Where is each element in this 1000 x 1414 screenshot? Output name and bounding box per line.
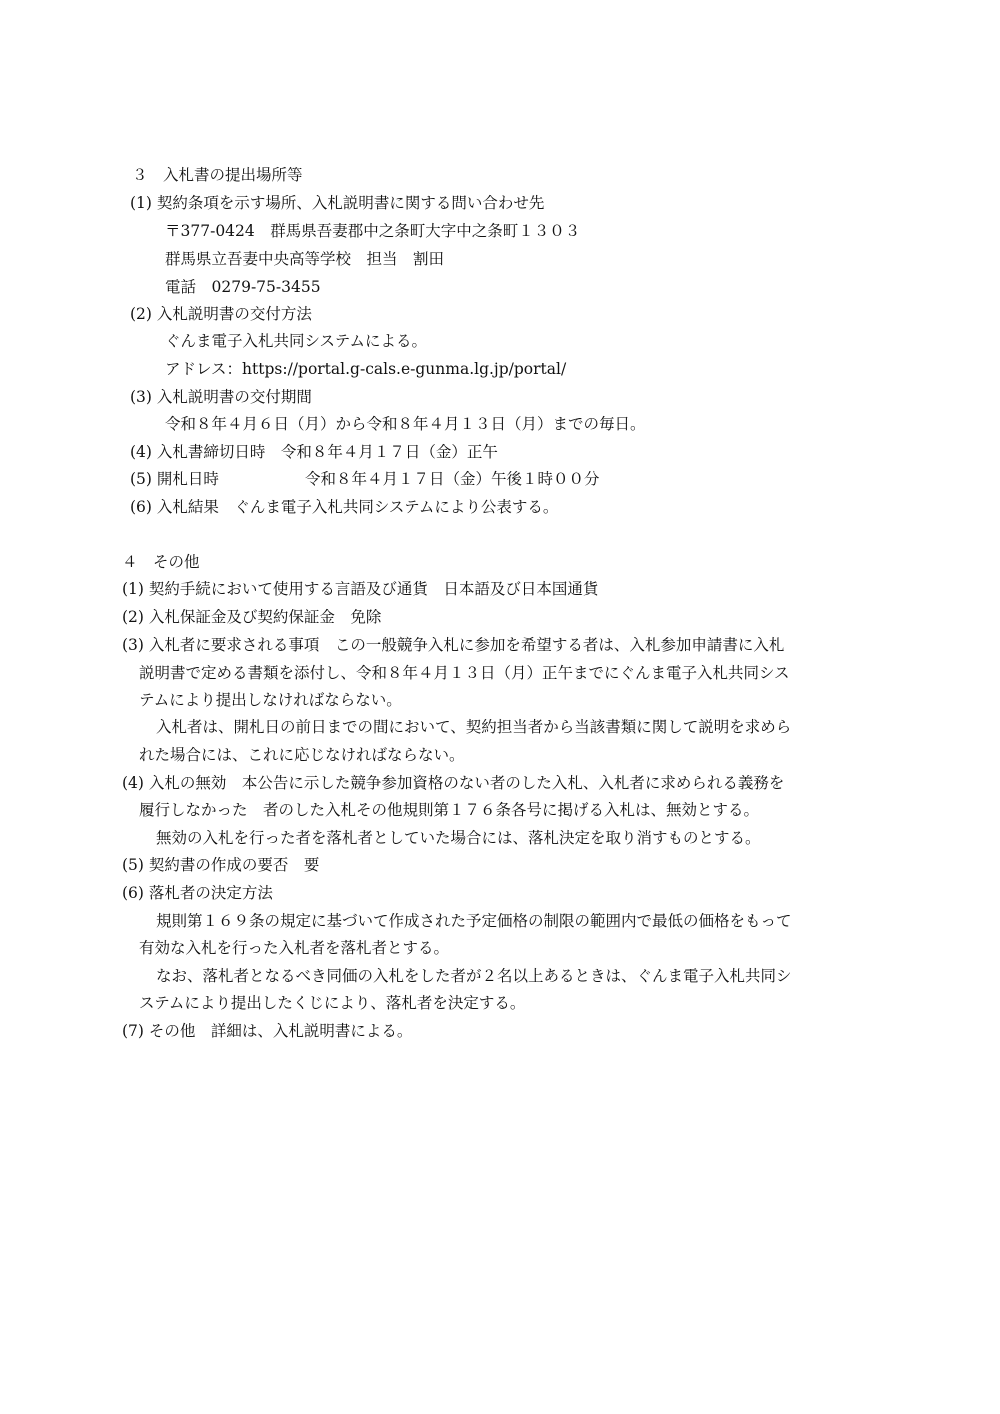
section-4-item-3-line: (3) 入札者に要求される事項 この一般競争入札に参加を希望する者は、入札参加申請書に入札: [122, 636, 785, 654]
section-4-item-4-line: 無効の入札を行った者を落札者としていた場合には、落札決定を取り消すものとする。: [156, 829, 761, 847]
section-4-item-6-line: なお、落札者となるべき同価の入札をした者が２名以上あるときは、ぐんま電子入札共同シ: [156, 967, 792, 985]
section-3-item-1-label: (1) 契約条項を示す場所、入札説明書に関する問い合わせ先: [130, 194, 545, 212]
section-4-item-3-line: テムにより提出しなければならない。: [139, 691, 402, 709]
section-3-item-6: (6) 入札結果 ぐんま電子入札共同システムにより公表する。: [130, 498, 559, 516]
section-3-heading: ３ 入札書の提出場所等: [132, 166, 303, 184]
section-4-item-2: (2) 入札保証金及び契約保証金 免除: [122, 608, 382, 626]
section-3-item-3-label: (3) 入札説明書の交付期間: [130, 388, 312, 406]
contact-school: 群馬県立吾妻中央高等学校 担当 割田: [165, 250, 445, 268]
section-4-item-4-line: 履行しなかった 者のした入札その他規則第１７６条各号に掲げる入札は、無効とする。: [139, 801, 760, 819]
section-3-item-5-value: 令和８年４月１７日（金）午後１時００分: [305, 470, 600, 488]
section-4-item-3-line: 説明書で定める書類を添付し、令和８年４月１３日（月）正午までにぐんま電子入札共同シス: [139, 664, 790, 682]
section-4-item-3-line: れた場合には、これに応じなければならない。: [139, 746, 465, 764]
section-4-item-4-line: (4) 入札の無効 本公告に示した競争参加資格のない者のした入札、入札者に求められる義務を: [122, 774, 785, 792]
section-3-item-2-label: (2) 入札説明書の交付方法: [130, 305, 312, 323]
delivery-period: 令和８年４月６日（月）から令和８年４月１３日（月）までの毎日。: [165, 415, 646, 433]
section-4-item-6-line: (6) 落札者の決定方法: [122, 884, 273, 902]
contact-address: 〒377-0424 群馬県吾妻郡中之条町大字中之条町１３０３: [165, 222, 581, 240]
section-4-item-5: (5) 契約書の作成の要否 要: [122, 856, 320, 874]
section-4-item-3-line: 入札者は、開札日の前日までの間において、契約担当者から当該書類に関して説明を求めら: [156, 718, 792, 736]
section-3-item-4: (4) 入札書締切日時 令和８年４月１７日（金）正午: [130, 443, 498, 461]
portal-url: アドレス：https://portal.g-cals.e-gunma.lg.jp/portal/: [165, 360, 567, 378]
section-3-item-5-label: (5) 開札日時: [130, 470, 219, 488]
section-4-item-1: (1) 契約手続において使用する言語及び通貨 日本語及び日本国通貨: [122, 580, 599, 598]
section-4-heading: ４ その他: [122, 553, 200, 571]
delivery-method: ぐんま電子入札共同システムによる。: [165, 332, 427, 350]
section-4-item-6-line: ステムにより提出したくじにより、落札者を決定する。: [139, 994, 526, 1012]
section-4-item-7: (7) その他 詳細は、入札説明書による。: [122, 1022, 413, 1040]
contact-phone: 電話 0279-75-3455: [165, 278, 321, 296]
section-4-item-6-line: 規則第１６９条の規定に基づいて作成された予定価格の制限の範囲内で最低の価格をもって: [156, 912, 792, 930]
section-4-item-6-line: 有効な入札を行った入札者を落札者とする。: [139, 939, 450, 957]
